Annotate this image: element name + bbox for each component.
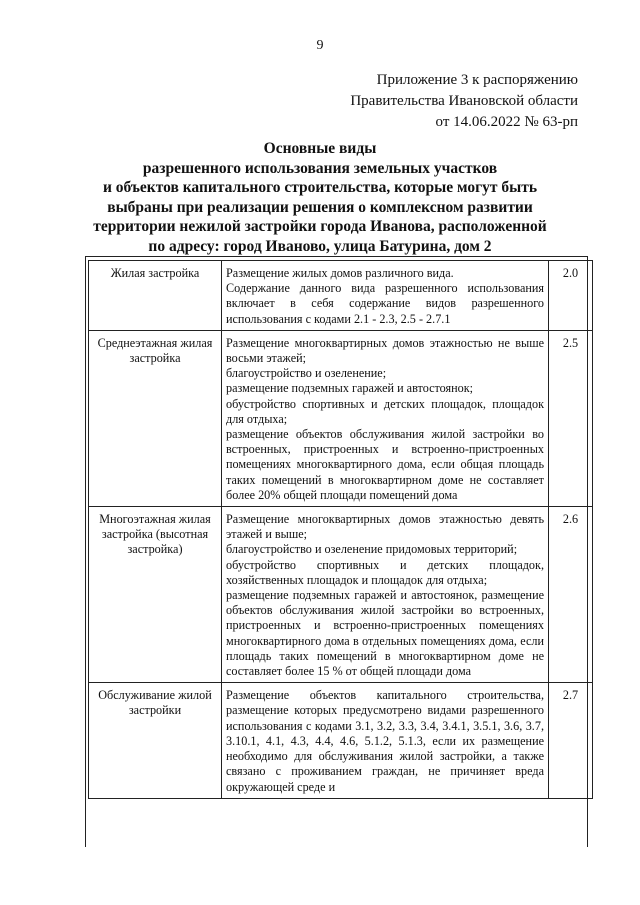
page-number: 9: [316, 38, 324, 53]
land-use-description: [222, 330, 549, 506]
table-body: [89, 261, 593, 799]
appendix-line: Правительства Ивановской области: [350, 93, 578, 109]
title-line: разрешенного использования земельных участков: [142, 159, 498, 177]
land-use-code: 2.0: [549, 261, 593, 331]
description-paragraph: Размещение многоквартирных домов этажностью девять этажей и выше;: [226, 512, 544, 542]
description-paragraph: Размещение объектов капитального строительства, размещение которых предусмотрено видами разрешенного использования с кодами 3.1, 3.2, 3.3, 3.4, 3.4.1, 3.5.1, 3.6, 3.7, 3.10.1, 4.1, 4.3, 4.4, 4.6, 5.1.2, 5.1.3, если их размещение необходимо для обслуживания жилой застройки, а также связано с проживанием граждан, не причиняет вреда окружающей среде и: [226, 688, 544, 794]
title-line: и объектов капитального строительства, которые могут быть: [102, 179, 538, 196]
title-line: по адресу: город Иваново, улица Батурина, дом 2: [148, 237, 492, 255]
title-line: территории нежилой застройки города Иванова, расположенной: [93, 218, 547, 235]
description-paragraph: размещение подземных гаражей и автостоянок;: [226, 381, 474, 396]
table-clip: [0, 256, 640, 830]
land-use-type-name: Жилая застройка: [89, 261, 222, 331]
appendix-header: [350, 70, 578, 133]
title-line: Основные виды: [263, 140, 377, 157]
description-paragraph: Размещение жилых домов различного вида.: [226, 266, 454, 280]
table-row: [89, 261, 593, 331]
description-paragraph: Размещение многоквартирных домов этажностью не выше восьми этажей;: [226, 335, 544, 366]
description-paragraph: благоустройство и озеленение;: [226, 366, 387, 381]
land-use-type-name: Среднеэтажная жилая застройка: [89, 330, 222, 506]
description-paragraph: размещение объектов обслуживания жилой застройки во встроенных, пристроенных и встроенно-пристроенных помещениях многоквартирного дома, если общая площадь таких помещений в многоквартирном доме не составляет более 20% общей площади помещений дома: [226, 427, 544, 502]
land-use-description: [222, 261, 549, 331]
document-title: [40, 139, 600, 256]
table-row: [89, 507, 593, 683]
land-use-type-name: Многоэтажная жилая застройка (высотная застройка): [89, 507, 222, 683]
land-use-code: 2.6: [549, 507, 593, 683]
appendix-line: от 14.06.2022 № 63-рп: [435, 114, 578, 130]
land-use-description: [222, 683, 549, 798]
land-use-table: [88, 260, 593, 799]
description-paragraph: обустройство спортивных и детских площадок, площадок для отдыха;: [226, 396, 544, 426]
table-row: [89, 683, 593, 798]
land-use-description: [222, 507, 549, 683]
land-use-code: 2.5: [549, 330, 593, 506]
description-paragraph: обустройство спортивных и детских площадок, хозяйственных площадок и площадок для отдыха;: [226, 557, 544, 587]
appendix-line: Приложение 3 к распоряжению: [376, 72, 578, 88]
land-use-type-name: Обслуживание жилой застройки: [89, 683, 222, 798]
description-paragraph: благоустройство и озеленение придомовых территорий;: [226, 542, 518, 557]
description-paragraph: размещение подземных гаражей и автостоянок, размещение объектов обслуживания жилой застройки во встроенных, пристроенных и встроенно-пристроенных помещениях многоквартирного дома в отдельных помещениях дома, если площадь таких помещений в многоквартирном доме не составляет более 15 % от общей площади дома: [226, 588, 544, 679]
table-row: [89, 330, 593, 506]
description-paragraph: Содержание данного вида разрешенного использования включает в себя содержание видов разрешенного использования с кодами 2.1 - 2.3, 2.5 - 2.7.1: [226, 281, 544, 326]
title-line: выбраны при реализации решения о комплексном развитии: [107, 198, 533, 216]
land-use-code: 2.7: [549, 683, 593, 798]
